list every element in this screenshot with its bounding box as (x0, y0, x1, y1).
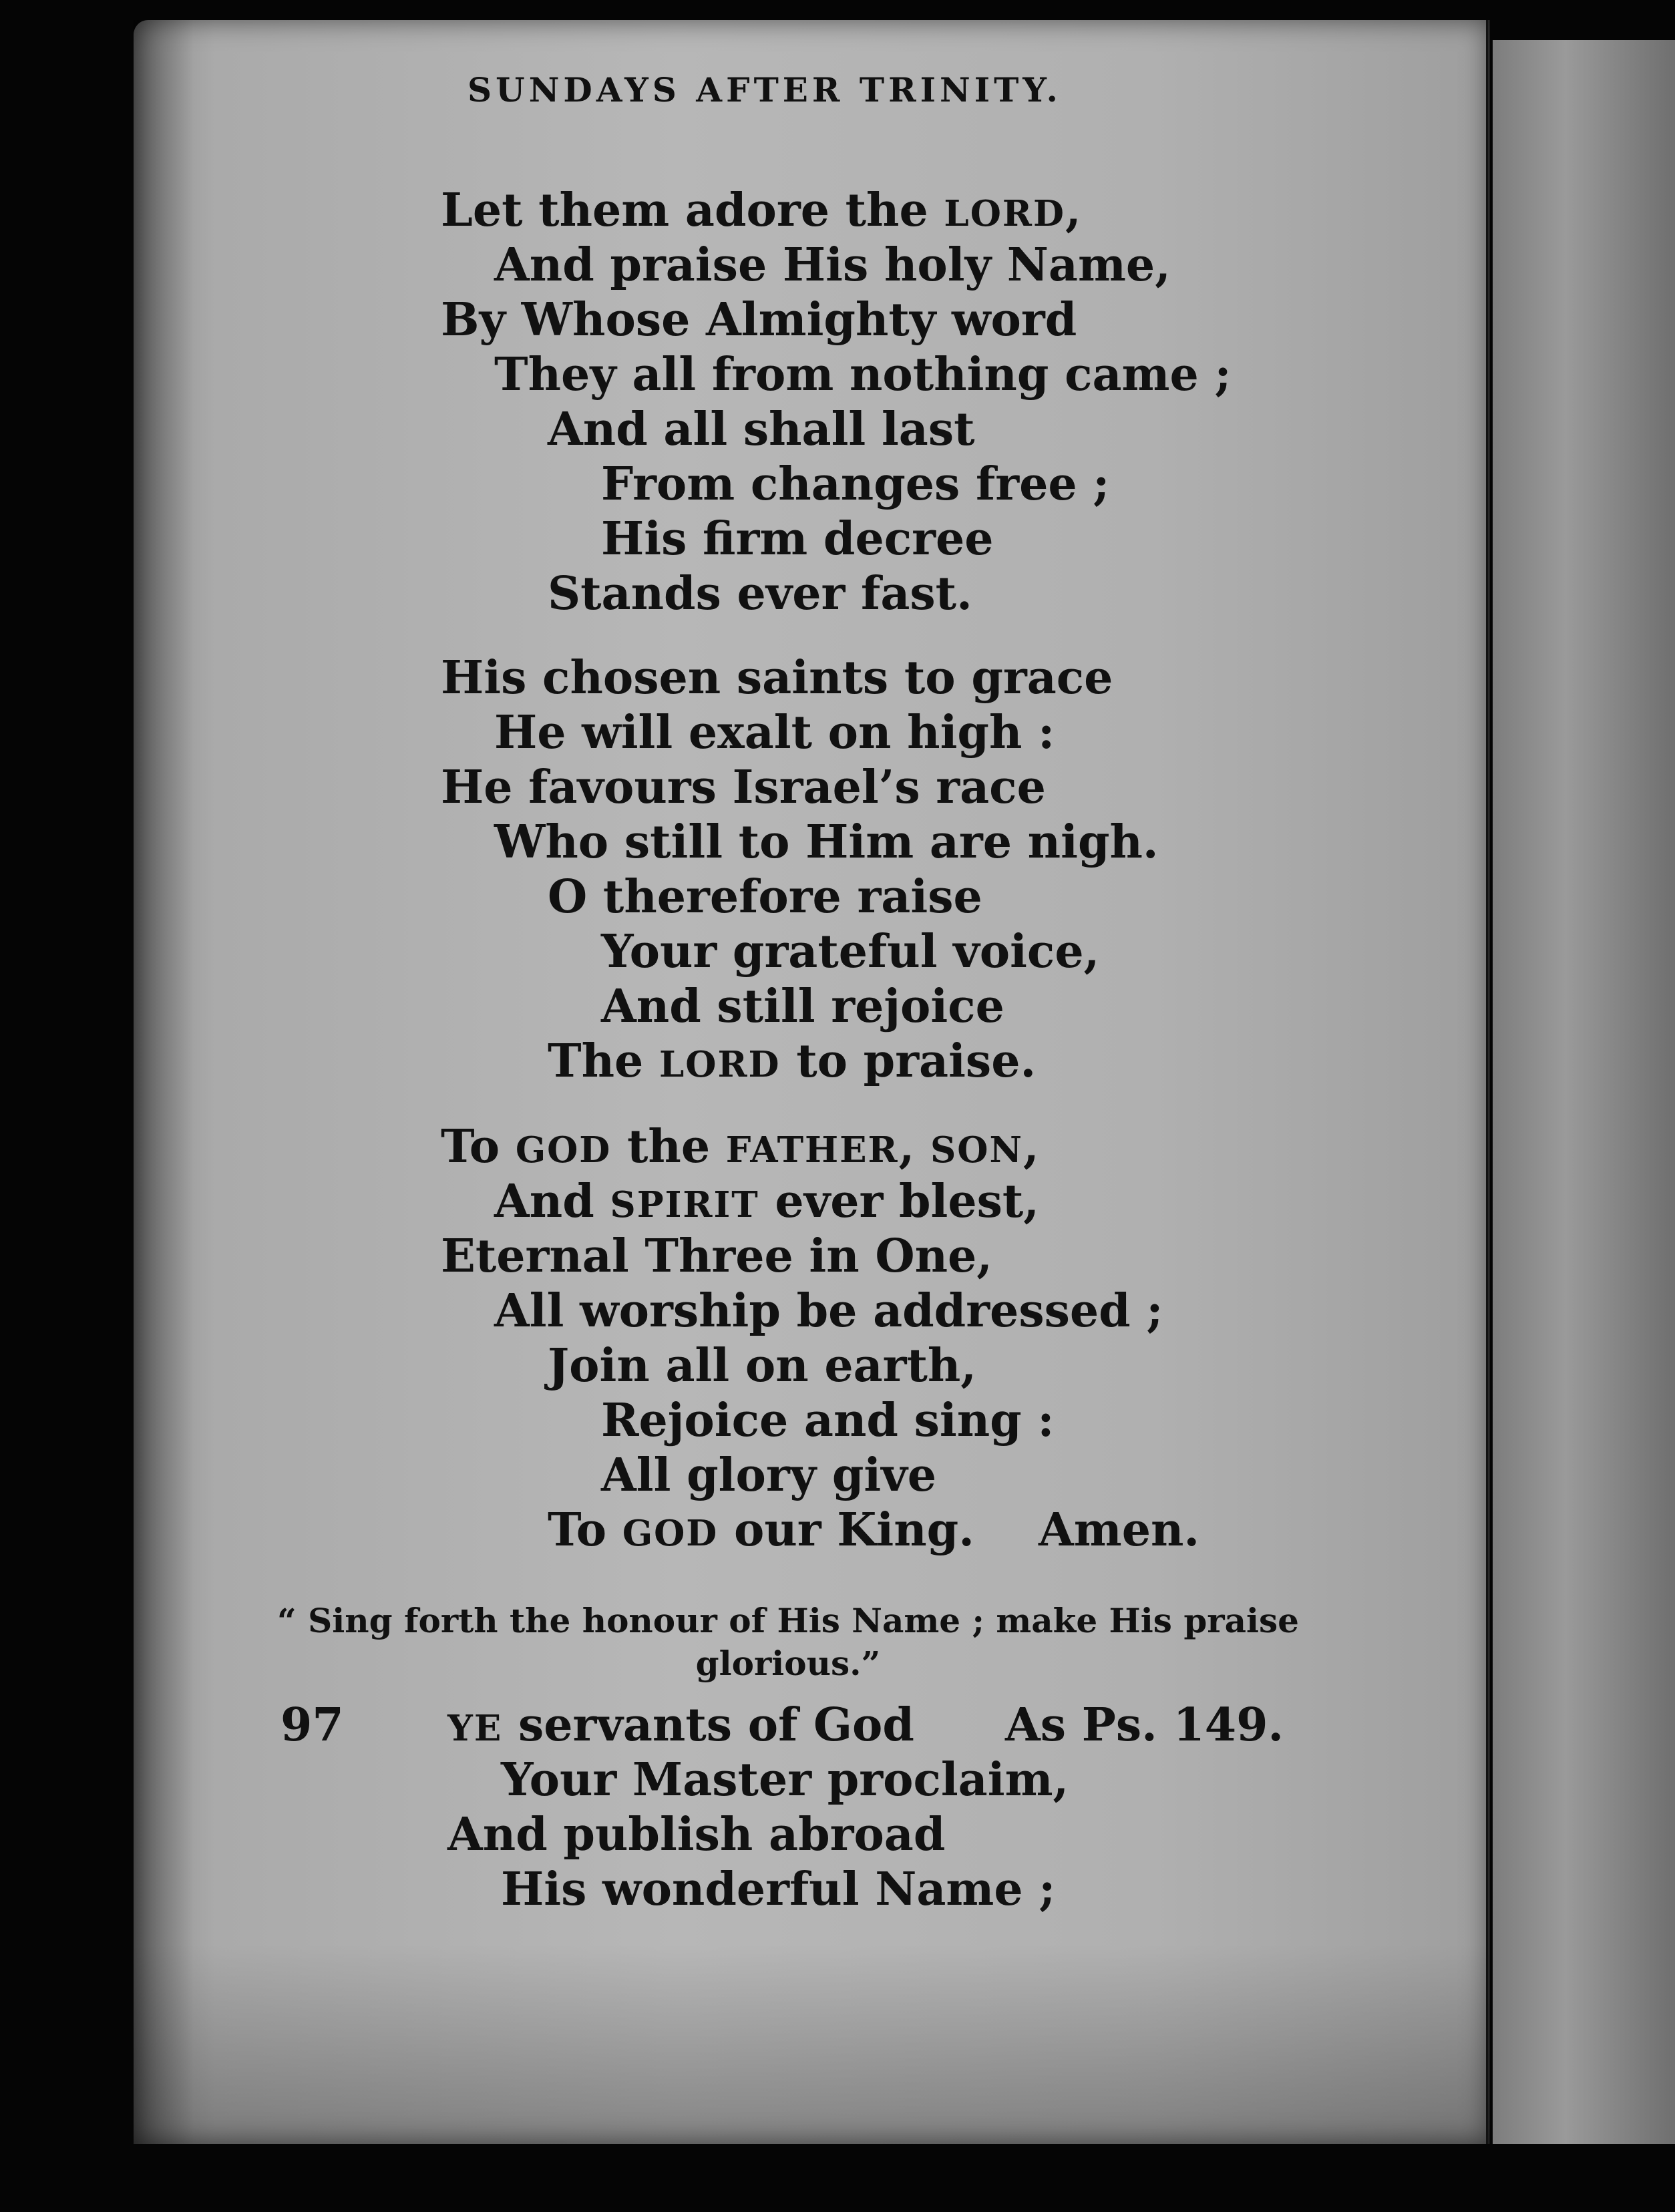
verse-line: Let them adore the LORD, (441, 184, 1081, 237)
page-bottom-shadow (134, 1944, 1489, 2144)
verse-line: By Whose Almighty word (441, 293, 1077, 347)
verse-line: Join all on earth, (548, 1339, 977, 1393)
verse-line: Your Master proclaim, (501, 1753, 1069, 1807)
verse-line: And still rejoice (601, 980, 1004, 1033)
verse-line: He will exalt on high : (494, 706, 1055, 759)
verse-line: And praise His holy Name, (494, 238, 1171, 292)
hymn-first-line: YE servants of God (447, 1698, 914, 1752)
verse-line: The LORD to praise. (548, 1035, 1037, 1088)
running-head: SUNDAYS AFTER TRINITY. (468, 70, 1062, 110)
amen: Amen. (1039, 1503, 1200, 1557)
verse-line: His wonderful Name ; (501, 1863, 1056, 1916)
verse-line: His chosen saints to grace (441, 651, 1113, 705)
verse-line: He favours Israel’s race (441, 761, 1046, 814)
verse-line: Stands ever fast. (548, 567, 972, 620)
facing-page-edge (1493, 40, 1675, 2144)
verse-line: They all from nothing came ; (494, 348, 1232, 401)
verse-line: And SPIRIT ever blest, (494, 1175, 1039, 1228)
verse-line: O therefore raise (548, 870, 982, 924)
verse-line: And all shall last (548, 403, 975, 456)
verse-line: From changes free ; (601, 457, 1110, 511)
page-gutter-shadow (134, 20, 194, 2144)
tune-reference: As Ps. 149. (1005, 1698, 1284, 1752)
verse-line: Rejoice and sing : (601, 1394, 1055, 1447)
verse-line: And publish abroad (447, 1808, 946, 1861)
verse-line: His firm decree (601, 512, 994, 566)
verse-line: All glory give (601, 1449, 936, 1502)
hymn-number: 97 (281, 1698, 344, 1752)
verse-line: All worship be addressed ; (494, 1284, 1163, 1338)
verse-line: Eternal Three in One, (441, 1230, 992, 1283)
page-fold-line (1486, 20, 1489, 2144)
verse-line: To GOD our King. (548, 1503, 974, 1557)
verse-line: Your grateful voice, (601, 925, 1100, 978)
verse-line: To GOD the FATHER, SON, (441, 1120, 1039, 1173)
verse-line: Who still to Him are nigh. (494, 815, 1159, 869)
epigraph: “ Sing forth the honour of His Name ; make His praise glorious.” (277, 1601, 1299, 1683)
